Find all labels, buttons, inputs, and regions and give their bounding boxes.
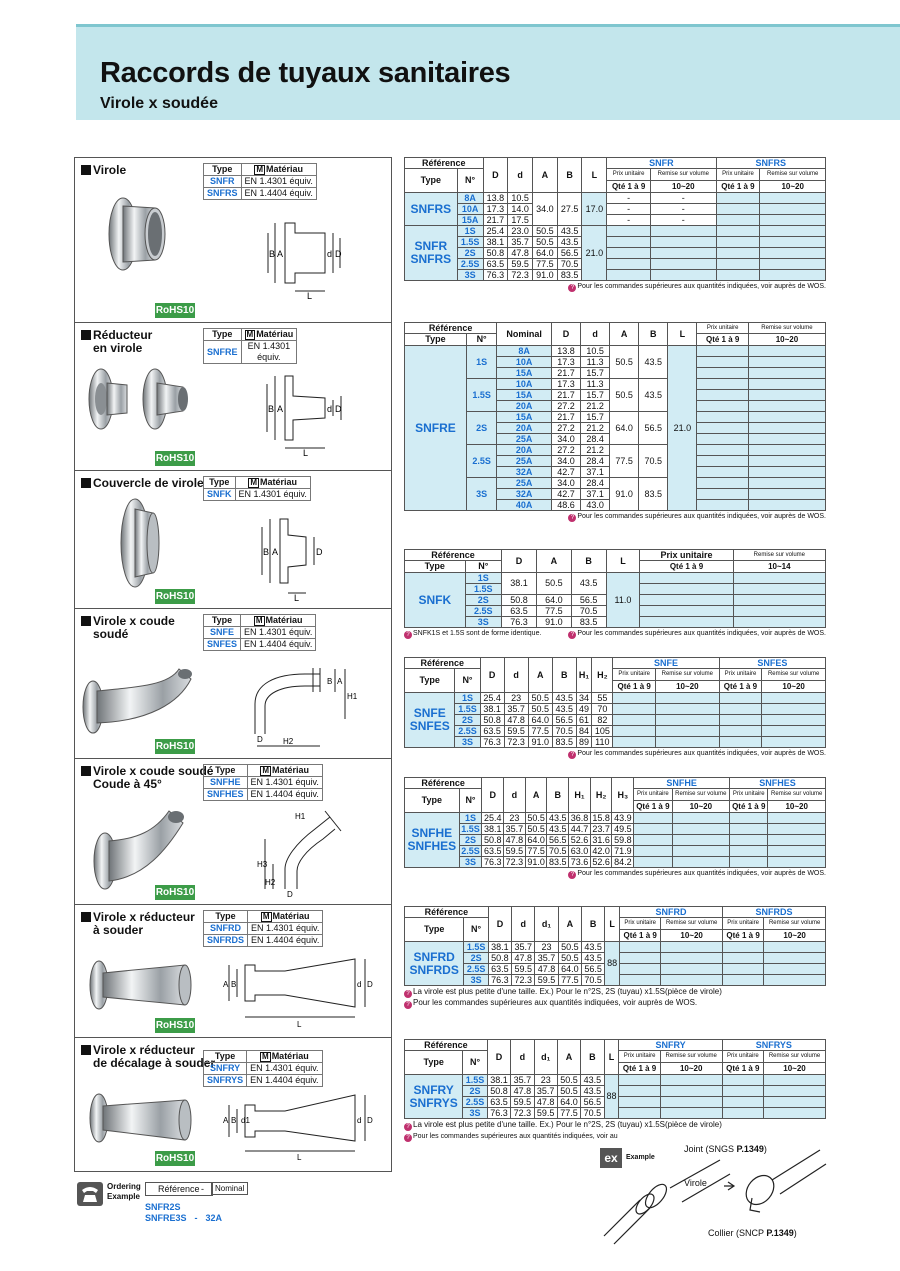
reducteur-decalage-drawing (215, 1083, 375, 1163)
svg-text:A: A (223, 1116, 229, 1125)
page-header (76, 24, 900, 120)
svg-text:A: A (277, 249, 284, 259)
table-row: 1.5S 38.1 35.7 50.5 43.5 49 70 (405, 704, 826, 715)
table-row: 25A 34.0 28.4 (405, 456, 826, 467)
wos-note: ? Pour les commandes supérieures aux quantités indiquées, voir auprès de WOS. (404, 512, 826, 522)
svg-text:d: d (357, 980, 362, 989)
table-row: 2.5S 63.5 59.5 47.8 64.0 56.5 (405, 964, 826, 975)
svg-text:H1: H1 (347, 692, 358, 701)
clamp-sketch (600, 1140, 828, 1244)
svg-text:H2: H2 (265, 878, 276, 887)
table-row: 20A 27.2 21.2 (405, 423, 826, 434)
reducteur-souder-drawing (215, 945, 375, 1030)
rohs-badge: RoHS10 (155, 453, 195, 464)
table-row: 2.5S 20A 27.2 21.2 77.5 70.5 (405, 445, 826, 456)
wos-note: ? Pour les commandes supérieures aux quantités indiquées, voir auprès de WOS. (404, 749, 826, 759)
svg-text:L: L (303, 448, 309, 458)
material-table: Type M Matériau SNFE EN 1.4301 équiv. SNFES EN 1.4404 équiv. (203, 614, 316, 651)
notes: ? SNFK1S et 1.5S sont de forme identique. ? Pour les commandes supérieures aux quantités indiquées, voir auprès de WOS. (404, 629, 826, 639)
rohs-badge: RoHS10 (155, 1020, 195, 1031)
section-virole (75, 158, 391, 323)
section-coude-45 (75, 759, 391, 905)
svg-text:D: D (367, 980, 373, 989)
section-title: Virole x coude soudé (81, 615, 175, 641)
svg-text:L: L (297, 1020, 302, 1029)
svg-text:D: D (316, 547, 323, 557)
svg-text:d: d (327, 404, 333, 414)
table-snfr: Référence D d A B L SNFR SNFRS Type N° Prix unitaire Remise sur volume Prix unitaire Remise sur volume Qté 1 à 9 10~20 Qté 1 à 9 10~20 SNFRS 8A 13.8 10.5 34.0 27.5 17.0 - - 10A 17.3 14.0 - - 15A 21.7 17.5 - - SNFR SNFRS 1S 25.4 23.0 50.5 43.5 21.0 1.5S 38.1 35.7 50.5 43.5 2S 50.8 47.8 64.0 56.5 2.5S 63.5 59.5 77.5 70.5 3S 76.3 72.3 91.0 83.5 ? Pour les commandes supérieures aux quantités indiquées, voir auprès de WOS. (404, 157, 826, 292)
page-title: Raccords de tuyaux sanitaires (100, 57, 511, 89)
material-table: Type M Matériau SNFK EN 1.4301 équiv. (203, 476, 311, 501)
wos-note: ? Pour les commandes supérieures aux quantités indiquées, voir auprès de WOS. (404, 998, 826, 1009)
svg-text:B: B (231, 980, 237, 989)
svg-text:D: D (257, 735, 263, 744)
rohs-badge: RoHS10 (155, 305, 195, 316)
svg-text:B: B (269, 249, 276, 259)
section-reducteur-souder (75, 905, 391, 1038)
wos-note: ? Pour les commandes supérieures aux quantités indiquées, voir auprès de WOS. (404, 282, 826, 292)
table-snfrd: Référence D d d₁ A B L SNFRD SNFRDS Type N° Prix unitaire Remise sur volume Prix unitaire Remise sur volume Qté 1 à 9 10~20 Qté 1 à 9 10~20 SNFRD SNFRDS 1.5S 38.1 35.7 23 50.5 43.5 88 2S 50.8 47.8 35.7 50.5 43.5 2.5S 63.5 59.5 47.8 64.0 56.5 3S 76.3 72.3 59.5 77.5 70.5 ? La virole est plus petite d'une taille. Ex.) Pour le n°2S, 2S (tuyau) x1.5S(pièce de virole) ? Pour les commandes supérieures aux quantités indiquées, voir auprès de WOS. (404, 906, 826, 1009)
product-panel (74, 157, 392, 1172)
table-row: 2S 50.8 47.8 64.0 56.5 61 82 (405, 715, 826, 726)
table-row: 2.5S 63.5 59.5 77.5 70.5 84 105 (405, 726, 826, 737)
table-row: SNFRD SNFRDS 1.5S 38.1 35.7 23 50.5 43.5 88 (405, 942, 826, 953)
table-row: 15A 21.7 15.7 (405, 390, 826, 401)
table-row: SNFE SNFES 1S 25.4 23 50.5 43.5 34 55 (405, 693, 826, 704)
phone-icon (77, 1182, 103, 1206)
table-row: 10A 17.3 11.3 (405, 357, 826, 368)
svg-text:L: L (297, 1153, 302, 1162)
table-row: 32A 42.7 37.1 (405, 489, 826, 500)
section-reducteur (75, 323, 391, 471)
coude-45-photo (87, 799, 187, 894)
table-row: 3S 76.3 72.3 59.5 77.5 70.5 (405, 975, 826, 986)
coude-45-drawing (235, 799, 360, 899)
reducteur-decalage-photo (85, 1088, 195, 1148)
material-table: Type M Matériau SNFRE EN 1.4301 équiv. (203, 328, 297, 364)
wos-note: ? Pour les commandes supérieures aux quantités indiquées, voir auprès de WOS. (404, 869, 826, 879)
svg-text:L: L (294, 593, 300, 603)
section-title: Virole (81, 164, 126, 177)
table-row: 2S 50.8 47.8 64.0 56.5 52.6 31.6 59.8 (405, 835, 826, 846)
table-row: 2.5S 63.5 59.5 47.8 64.0 56.5 (405, 1097, 826, 1108)
table-row: 3S 25A 34.0 28.4 91.0 83.5 (405, 478, 826, 489)
table-snfre: Référence Nominal D d A B L Prix unitaire Remise sur volume Type N° Qté 1 à 9 10~20 SNFRE 1S 8A 13.8 10.5 50.5 43.5 21.0 10A 17.3 11.3 15A 21.7 15.7 1.5S 10A 17.3 11.3 50.5 43.5 15A 21.7 15.7 20A 27.2 21.2 2S 15A 21.7 15.7 64.0 56.5 20A 27.2 21.2 25A 34.0 28.4 2.5S 20A 27.2 21.2 77.5 70.5 25A 34.0 28.4 32A 42.7 37.1 3S 25A 34.0 28.4 91.0 83.5 32A 42.7 37.1 40A 48.6 43.0 ? Pour les commandes supérieures aux quantités indiquées, voir auprès de WOS. (404, 322, 826, 522)
section-coude (75, 609, 391, 759)
svg-text:d: d (327, 249, 333, 259)
svg-text:D: D (287, 890, 293, 899)
section-title: Réducteur en virole (81, 329, 152, 355)
table-row: 20A 27.2 21.2 (405, 401, 826, 412)
reducteur-souder-photo (85, 955, 195, 1015)
reducteur-photo (83, 359, 193, 439)
svg-text:A: A (337, 677, 343, 686)
couvercle-photo (113, 491, 168, 591)
table-snfry: Référence D d d₁ A B L SNFRY SNFRYS Type N° Prix unitaire Remise sur volume Prix unitaire Remise sur volume Qté 1 à 9 10~20 Qté 1 à 9 10~20 SNFRY SNFRYS 1.5S 38.1 35.7 23 50.5 43.5 88 2S 50.8 47.8 35.7 50.5 43.5 2.5S 63.5 59.5 47.8 64.0 56.5 3S 76.3 72.3 59.5 77.5 70.5 ? La virole est plus petite d'une taille. Ex.) Pour le n°2S, 2S (tuyau) x1.5S(pièce de virole) ? Pour les commandes supérieures aux quantités indiquées, voir au (404, 1039, 826, 1142)
section-title: Couvercle de virole (81, 477, 204, 490)
svg-text:L: L (307, 291, 313, 301)
table-row: 2S 15A 21.7 15.7 64.0 56.5 (405, 412, 826, 423)
rohs-badge: RoHS10 (155, 741, 195, 752)
virole-drawing (265, 213, 355, 301)
ordering-example: Ordering Example Référence - Nominal SNFR2S SNFRE3S - 32A (77, 1182, 317, 1232)
svg-text:B: B (327, 677, 333, 686)
material-table: Type M Matériau SNFHE EN 1.4301 équiv. SNFHES EN 1.4404 équiv. (203, 764, 323, 801)
section-reducteur-decalage (75, 1038, 391, 1171)
svg-text:A: A (272, 547, 279, 557)
table-row: 1.5S 38.1 35.7 50.5 43.5 44.7 23.7 49.5 (405, 824, 826, 835)
svg-text:B: B (268, 404, 275, 414)
section-couvercle (75, 471, 391, 609)
table-row: SNFHE SNFHES 1S 25.4 23 50.5 43.5 36.8 15.8 43.9 (405, 813, 826, 824)
table-snfhe: Référence D d A B H₁ H₂ H₃ SNFHE SNFHES Type N° Prix unitaire Remise sur volume Prix unitaire Remise sur volume Qté 1 à 9 10~20 Qté 1 à 9 10~20 SNFHE SNFHES 1S 25.4 23 50.5 43.5 36.8 15.8 43.9 1.5S 38.1 35.7 50.5 43.5 44.7 23.7 49.5 2S 50.8 47.8 64.0 56.5 52.6 31.6 59.8 2.5S 63.5 59.5 77.5 70.5 63.0 42.0 71.9 3S 76.3 72.3 91.0 83.5 73.6 52.6 84.2 ? Pour les commandes supérieures aux quantités indiquées, voir auprès de WOS. (404, 777, 826, 879)
table-row: SNFRE 1S 8A 13.8 10.5 50.5 43.5 21.0 (405, 346, 826, 357)
example-diagram: ex Example Joint (SNGS P.1349) Virole Collier (SNCP P.1349) (600, 1140, 828, 1244)
section-title: Virole x réducteur à souder (81, 911, 195, 937)
svg-text:H3: H3 (257, 860, 268, 869)
table-row: 15A 21.7 15.7 (405, 368, 826, 379)
rohs-badge: RoHS10 (155, 591, 195, 602)
svg-text:D: D (367, 1116, 373, 1125)
table-row: 2.5S 63.5 59.5 77.5 70.5 63.0 42.0 71.9 (405, 846, 826, 857)
rohs-badge: RoHS10 (155, 1153, 195, 1164)
svg-text:d: d (357, 1116, 362, 1125)
svg-text:B: B (231, 1116, 237, 1125)
svg-text:A: A (277, 404, 284, 414)
table-snfe: Référence D d A B H₁ H₂ SNFE SNFES Type N° Prix unitaire Remise sur volume Prix unitaire Remise sur volume Qté 1 à 9 10~20 Qté 1 à 9 10~20 SNFE SNFES 1S 25.4 23 50.5 43.5 34 55 1.5S 38.1 35.7 50.5 43.5 49 70 2S 50.8 47.8 64.0 56.5 61 82 2.5S 63.5 59.5 77.5 70.5 84 105 3S 76.3 72.3 91.0 83.5 89 110 ? Pour les commandes supérieures aux quantités indiquées, voir auprès de WOS. (404, 657, 826, 759)
coude-photo (79, 659, 191, 739)
material-table: Type M Matériau SNFRY EN 1.4301 équiv. SNFRYS EN 1.4404 équiv. (203, 1050, 323, 1087)
info-icon: ? (568, 514, 576, 522)
table-snfk: Référence D A B L Prix unitaire Remise sur volume Type N° Qté 1 à 9 10~14 SNFK 1S 38.1 50.5 43.5 11.0 1.5S 2S 50.8 64.0 56.5 2.5S 63.5 77.5 70.5 3S 76.3 91.0 83.5 ? SNFK1S et 1.5S sont de forme identique. ? Pour les commandes supérieures aux quantités indiquées, voir auprès de WOS. (404, 549, 826, 639)
svg-text:H1: H1 (295, 812, 306, 821)
size-note: ? La virole est plus petite d'une taille. Ex.) Pour le n°2S, 2S (tuyau) x1.5S(pièce de virole) (404, 987, 826, 998)
svg-text:D: D (335, 249, 342, 259)
table-row: 3S 76.3 72.3 59.5 77.5 70.5 (405, 1108, 826, 1119)
table-row: 1.5S 10A 17.3 11.3 50.5 43.5 (405, 379, 826, 390)
material-table: Type M Matériau SNFRD EN 1.4301 équiv. SNFRDS EN 1.4404 équiv. (203, 910, 323, 947)
table-row: 40A 48.6 43.0 (405, 500, 826, 511)
svg-text:D: D (335, 404, 342, 414)
material-table: Type M Matériau SNFR EN 1.4301 équiv. SNFRS EN 1.4404 équiv. (203, 163, 317, 200)
wos-note: ? Pour les commandes supérieures aux quantités indiquées, voir au (404, 1132, 826, 1142)
svg-text:H2: H2 (283, 737, 294, 746)
info-icon: ? (568, 284, 576, 292)
table-row: 2S 50.8 47.8 35.7 50.5 43.5 (405, 1086, 826, 1097)
virole-photo (103, 194, 171, 274)
section-title: Virole x réducteur de décalage à souder (81, 1044, 215, 1070)
table-row: 3S 76.3 72.3 91.0 83.5 73.6 52.6 84.2 (405, 857, 826, 868)
table-row: 3S 76.3 72.3 91.0 83.5 89 110 (405, 737, 826, 748)
size-note: ? La virole est plus petite d'une taille. Ex.) Pour le n°2S, 2S (tuyau) x1.5S(pièce de virole) (404, 1120, 826, 1131)
coude-drawing (235, 664, 365, 749)
table-row: SNFRY SNFRYS 1.5S 38.1 35.7 23 50.5 43.5 88 (405, 1075, 826, 1086)
table-row: 25A 34.0 28.4 (405, 434, 826, 445)
couvercle-drawing (260, 511, 360, 603)
rohs-badge: RoHS10 (155, 887, 195, 898)
table-row: 32A 42.7 37.1 (405, 467, 826, 478)
reducteur-drawing (255, 368, 355, 458)
table-row: 2S 50.8 47.8 35.7 50.5 43.5 (405, 953, 826, 964)
svg-text:A: A (223, 980, 229, 989)
svg-text:B: B (263, 547, 270, 557)
section-title: Virole x coude soudé Coude à 45° (81, 765, 213, 791)
svg-text:d1: d1 (241, 1116, 250, 1125)
page-subtitle: Virole x soudée (100, 95, 218, 112)
